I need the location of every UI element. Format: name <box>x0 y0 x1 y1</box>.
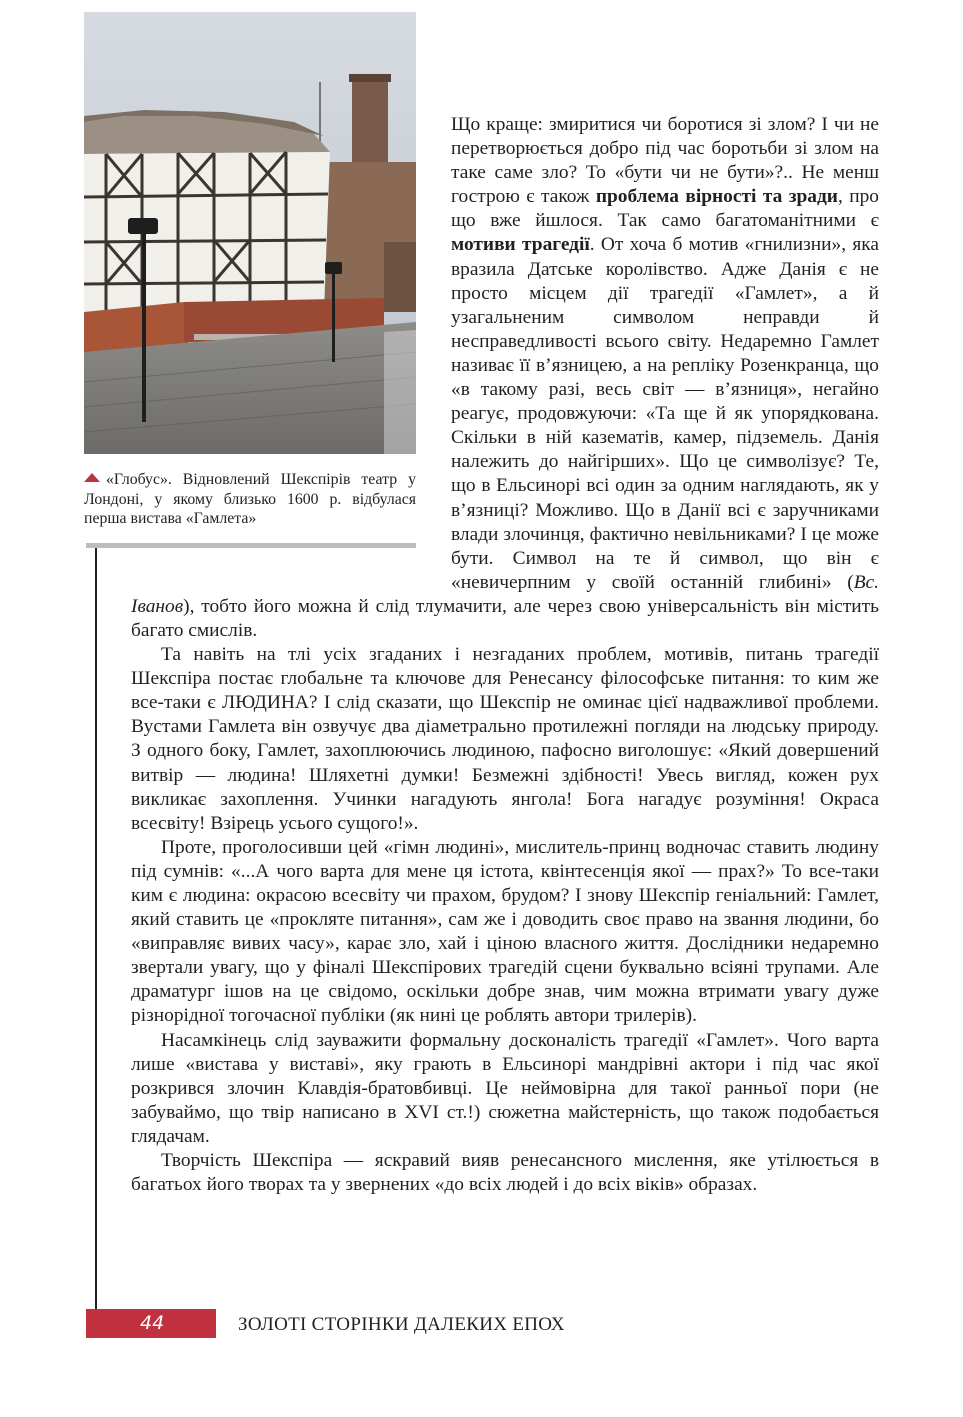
page-number: 44 <box>140 1312 165 1334</box>
paragraph-4: Насамкінець слід зауважити формальну досконалість трагедії «Гамлет». Чого варта лише «вистава у виставі», яку грають в Ельсинорі мандрівні актори і під час якої розкрився злочин Клавдія-братовбивці. Це неймовірна для такої ранньої пори (не забуваймо, що твір написано в XVI ст.!) сюжетна майстерність, що також подобається глядачам. <box>131 1029 879 1147</box>
running-footer-title: ЗОЛОТІ СТОРІНКИ ДАЛЕКИХ ЕПОХ <box>238 1314 565 1335</box>
paragraph-1-part-3: . От хоча б мотив «гнилизни», яка вразила Датське королівство. Адже Данія є не просто місцем дії трагедії «Гамлет», а й узагальненим символом неправди й несправедливості всього світу. Недаремно Гамлет називає її в’язницею, а на репліку Розенкранца, що «в такому разі, весь світ — в’язниця», негайно реагує, продовжуючи: «Та ще й як упорядкована. Скільки в ній казематів, камер, підземель. Данія належить до найгірших». Що це символізує? Те, що в Ельсинорі всі один за одним наглядають, як у в’язниці? Можливо. Що в Данії всі є заручниками влади злочинця, фактично невільниками? І це може бути. Символ на те й символ, що він є «невичерпним у своїй останній глибині» ( <box>451 234 879 593</box>
paragraph-1-part-1: Що краще: змиритися чи боротися зі злом? І чи не перетворюється добро під час боротьби зі злом на таке саме зло? То «бути чи не бути»?.. Не менш гострою є також <box>451 114 879 208</box>
paragraph-3: Проте, проголосивши цей «гімн людині», мислитель-принц водночас ставить людину під сумнів: «...А чого варта для мене ця істота, квінтесенція якої — прах?» То все-таки ким є людина: окрасою всесвіту чи прахом, брудом? І знову Шекспір геніальний: Гамлет, який ставить це «прокляте питання», сам же і доводить своє право на звання людини, бо «виправляє вивих часу», карає зло, хай і ціною власного життя. Дослідники недаремно звертали увагу, що у фіналі Шекспірових трагедій сцени буквально всіяні трупами. Але драматург ішов на це свідомо, оскільки добре знав, чим можна втримати увагу дуже різнорідної тогочасної публіки (як нині це роблять автори трилерів). <box>131 836 879 1027</box>
paragraph-5: Творчість Шекспіра — яскравий вияв ренесансного мислення, яке утілюється в багатьох його творах та у звернених «до всіх людей і до всіх віків» образах. <box>131 1150 879 1196</box>
paragraph-1-part-2: , про що вже йшлося. Так само багатоманітними є <box>451 186 879 232</box>
paragraph-2: Та навіть на тлі усіх згаданих і незгаданих проблем, мотивів, питань трагедії Шекспіра постає глобальне та ключове для Ренесансу філософське питання: то ким же все-таки є ЛЮДИНА? І слід сказати, що Шекспір не оминає цієї надважливої проблеми. Вустами Гамлета він озвучує два діаметрально протилежні погляди на людську природу. З одного боку, Гамлет, захоплюючись людиною, пафосно виголошує: «Який довершений витвір — людина! Шляхетні думки! Безмежні здібності! Увесь вигляд, кожен рух викликає захоплення. Учинки нагадують янгола! Бога нагадує розуміння! Окраса всесвіту! Взірець усього сущого!». <box>131 644 879 834</box>
paragraph-1-bold-2: мотиви трагедії <box>451 234 590 256</box>
margin-vertical-rule <box>95 548 97 1310</box>
image-float-spacer <box>131 113 451 593</box>
caption-text: «Глобус». Відновлений Шекспірів театр у Лондоні, у якому близько 1600 р. відбулася перша вистава «Гамлета» <box>84 471 416 527</box>
paragraph-1-italic-1: Вс. Іванов <box>131 571 879 617</box>
triangle-marker-icon <box>84 473 100 482</box>
body-text <box>131 113 879 1197</box>
paragraph-1-part-4: ), тобто його можна й слід тлумачити, але через свою універсальність він містить багато смислів. <box>131 595 879 641</box>
paragraph-1-bold-1: проблема вірності та зради <box>595 186 838 208</box>
